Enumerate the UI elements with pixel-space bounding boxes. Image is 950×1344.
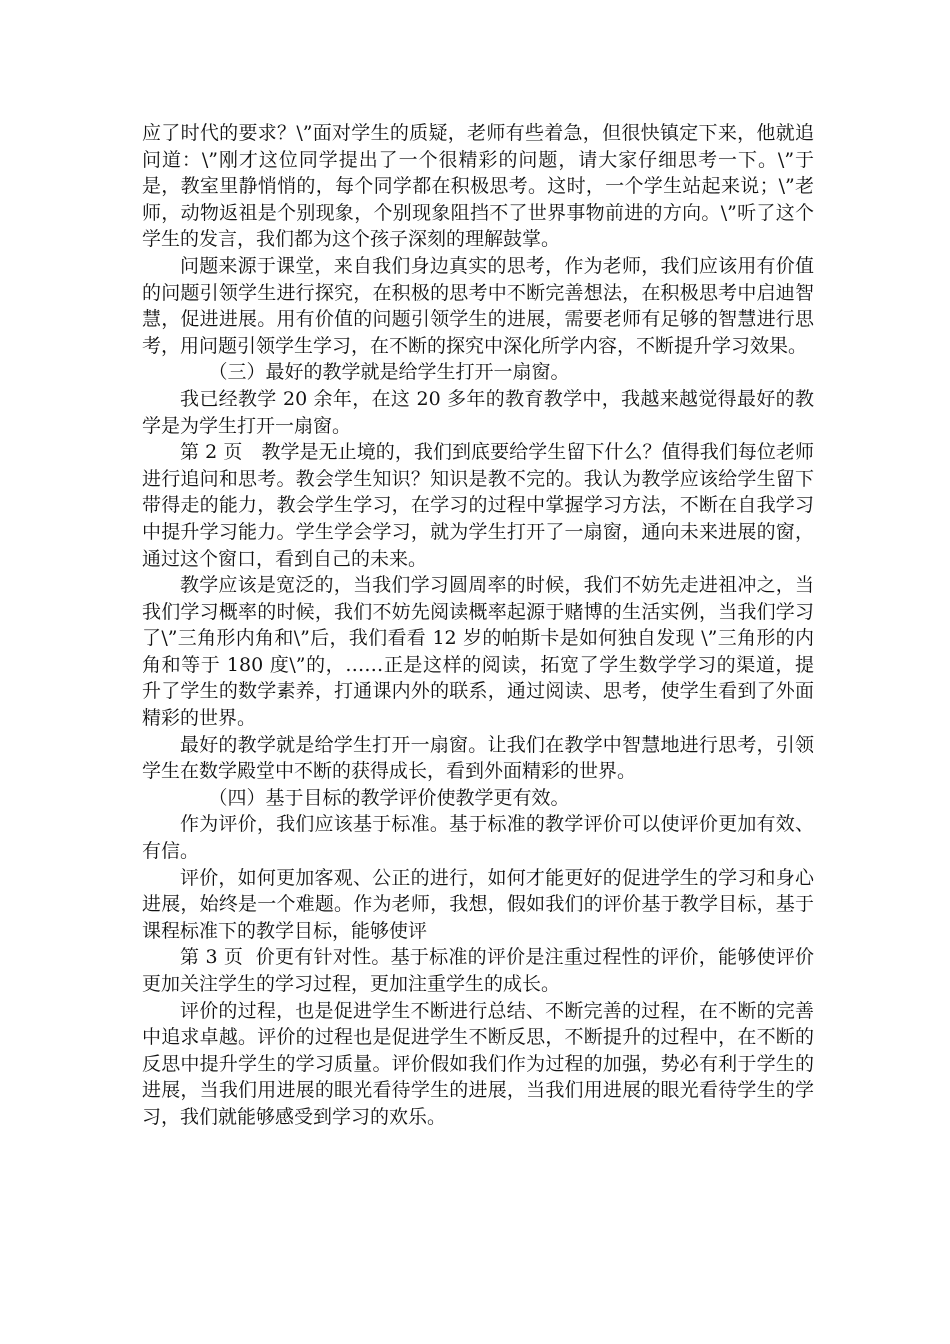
paragraph-10: 评价，如何更加客观、公正的进行，如何才能更好的促进学生的学习和身心进展，始终是一个难题。作为老师，我想，假如我们的评价基于教学目标，基于课程标准下的教学目标，能够使评 — [142, 866, 814, 942]
page-number-3: 第 3 页 — [180, 946, 244, 969]
paragraph-11 — [142, 944, 814, 997]
paragraph-4: 我已经教学 20 余年，在这 20 多年的教育教学中，我越来越觉得最好的教学是为学生打开一扇窗。 — [142, 387, 814, 437]
paragraph-5 — [142, 439, 814, 572]
paragraph-11-text: 价更有针对性。基于标准的评价是注重过程性的评价，能够使评价更加关注学生的学习过程，更加注重学生的成长。 — [142, 946, 814, 995]
section-heading-3: （三）最好的教学就是给学生打开一扇窗。 — [208, 361, 570, 384]
document-page — [142, 120, 814, 1131]
paragraph-1: 应了时代的要求？\”面对学生的质疑，老师有些着急，但很快镇定下来，他就追问道：\”刚才这位同学提出了一个很精彩的问题，请大家仔细思考一下。\”于是，教室里静悄悄的，每个同学都在积极思考。这时，一个学生站起来说；\”老师，动物返祖是个别现象，个别现象阻挡不了世界事物前进的方向。\”听了这个学生的发言，我们都为这个孩子深刻的理解鼓掌。 — [142, 122, 814, 251]
section-heading-4: （四）基于目标的教学评价使教学更有效。 — [208, 786, 570, 809]
paragraph-2: 问题来源于课堂，来自我们身边真实的思考，作为老师，我们应该用有价值的问题引领学生进行探究，在积极的思考中不断完善想法，在积极思考中启迪智慧，促进进展。用有价值的问题引领学生的进展，需要老师有足够的智慧进行思考，用问题引领学生学习，在不断的探究中深化所学内容，不断提升学习效果。 — [142, 254, 814, 357]
paragraph-5-text: 教学是无止境的，我们到底要给学生留下什么？值得我们每位老师进行追问和思考。教会学生知识？知识是教不完的。我认为教学应该给学生留下带得走的能力，教会学生学习，在学习的过程中掌握学习方法，不断在自我学习中提升学习能力。学生学会学习，就为学生打开了一扇窗，通向未来进展的窗，通过这个窗口，看到自己的未来。 — [142, 441, 814, 570]
paragraph-7: 最好的教学就是给学生打开一扇窗。让我们在教学中智慧地进行思考，引领学生在数学殿堂中不断的获得成长，看到外面精彩的世界。 — [142, 733, 814, 783]
paragraph-12: 评价的过程，也是促进学生不断进行总结、不断完善的过程，在不断的完善中追求卓越。评价的过程也是促进学生不断反思，不断提升的过程中，在不断的反思中提升学生的学习质量。评价假如我们作为过程的加强，势必有利于学生的进展，当我们用进展的眼光看待学生的进展，当我们用进展的眼光看待学生的学习，我们就能够感受到学习的欢乐。 — [142, 999, 814, 1128]
paragraph-6: 教学应该是宽泛的，当我们学习圆周率的时候，我们不妨先走进祖冲之，当我们学习概率的时候，我们不妨先阅读概率起源于赌博的生活实例，当我们学习了\”三角形内角和\”后，我们看看 12 岁的帕斯卡是如何独自发现 \”三角形的内角和等于 180 度\”的，……正是这样的阅读，拓宽了学生数学学习的渠道，提升了学生的数学素养，打通课内外的联系，通过阅读、思考，使学生看到了外面精彩的世界。 — [142, 574, 814, 730]
page-number-2: 第 2 页 — [180, 441, 243, 464]
paragraph-9: 作为评价，我们应该基于标准。基于标准的教学评价可以使评价更加有效、有信。 — [142, 813, 814, 863]
